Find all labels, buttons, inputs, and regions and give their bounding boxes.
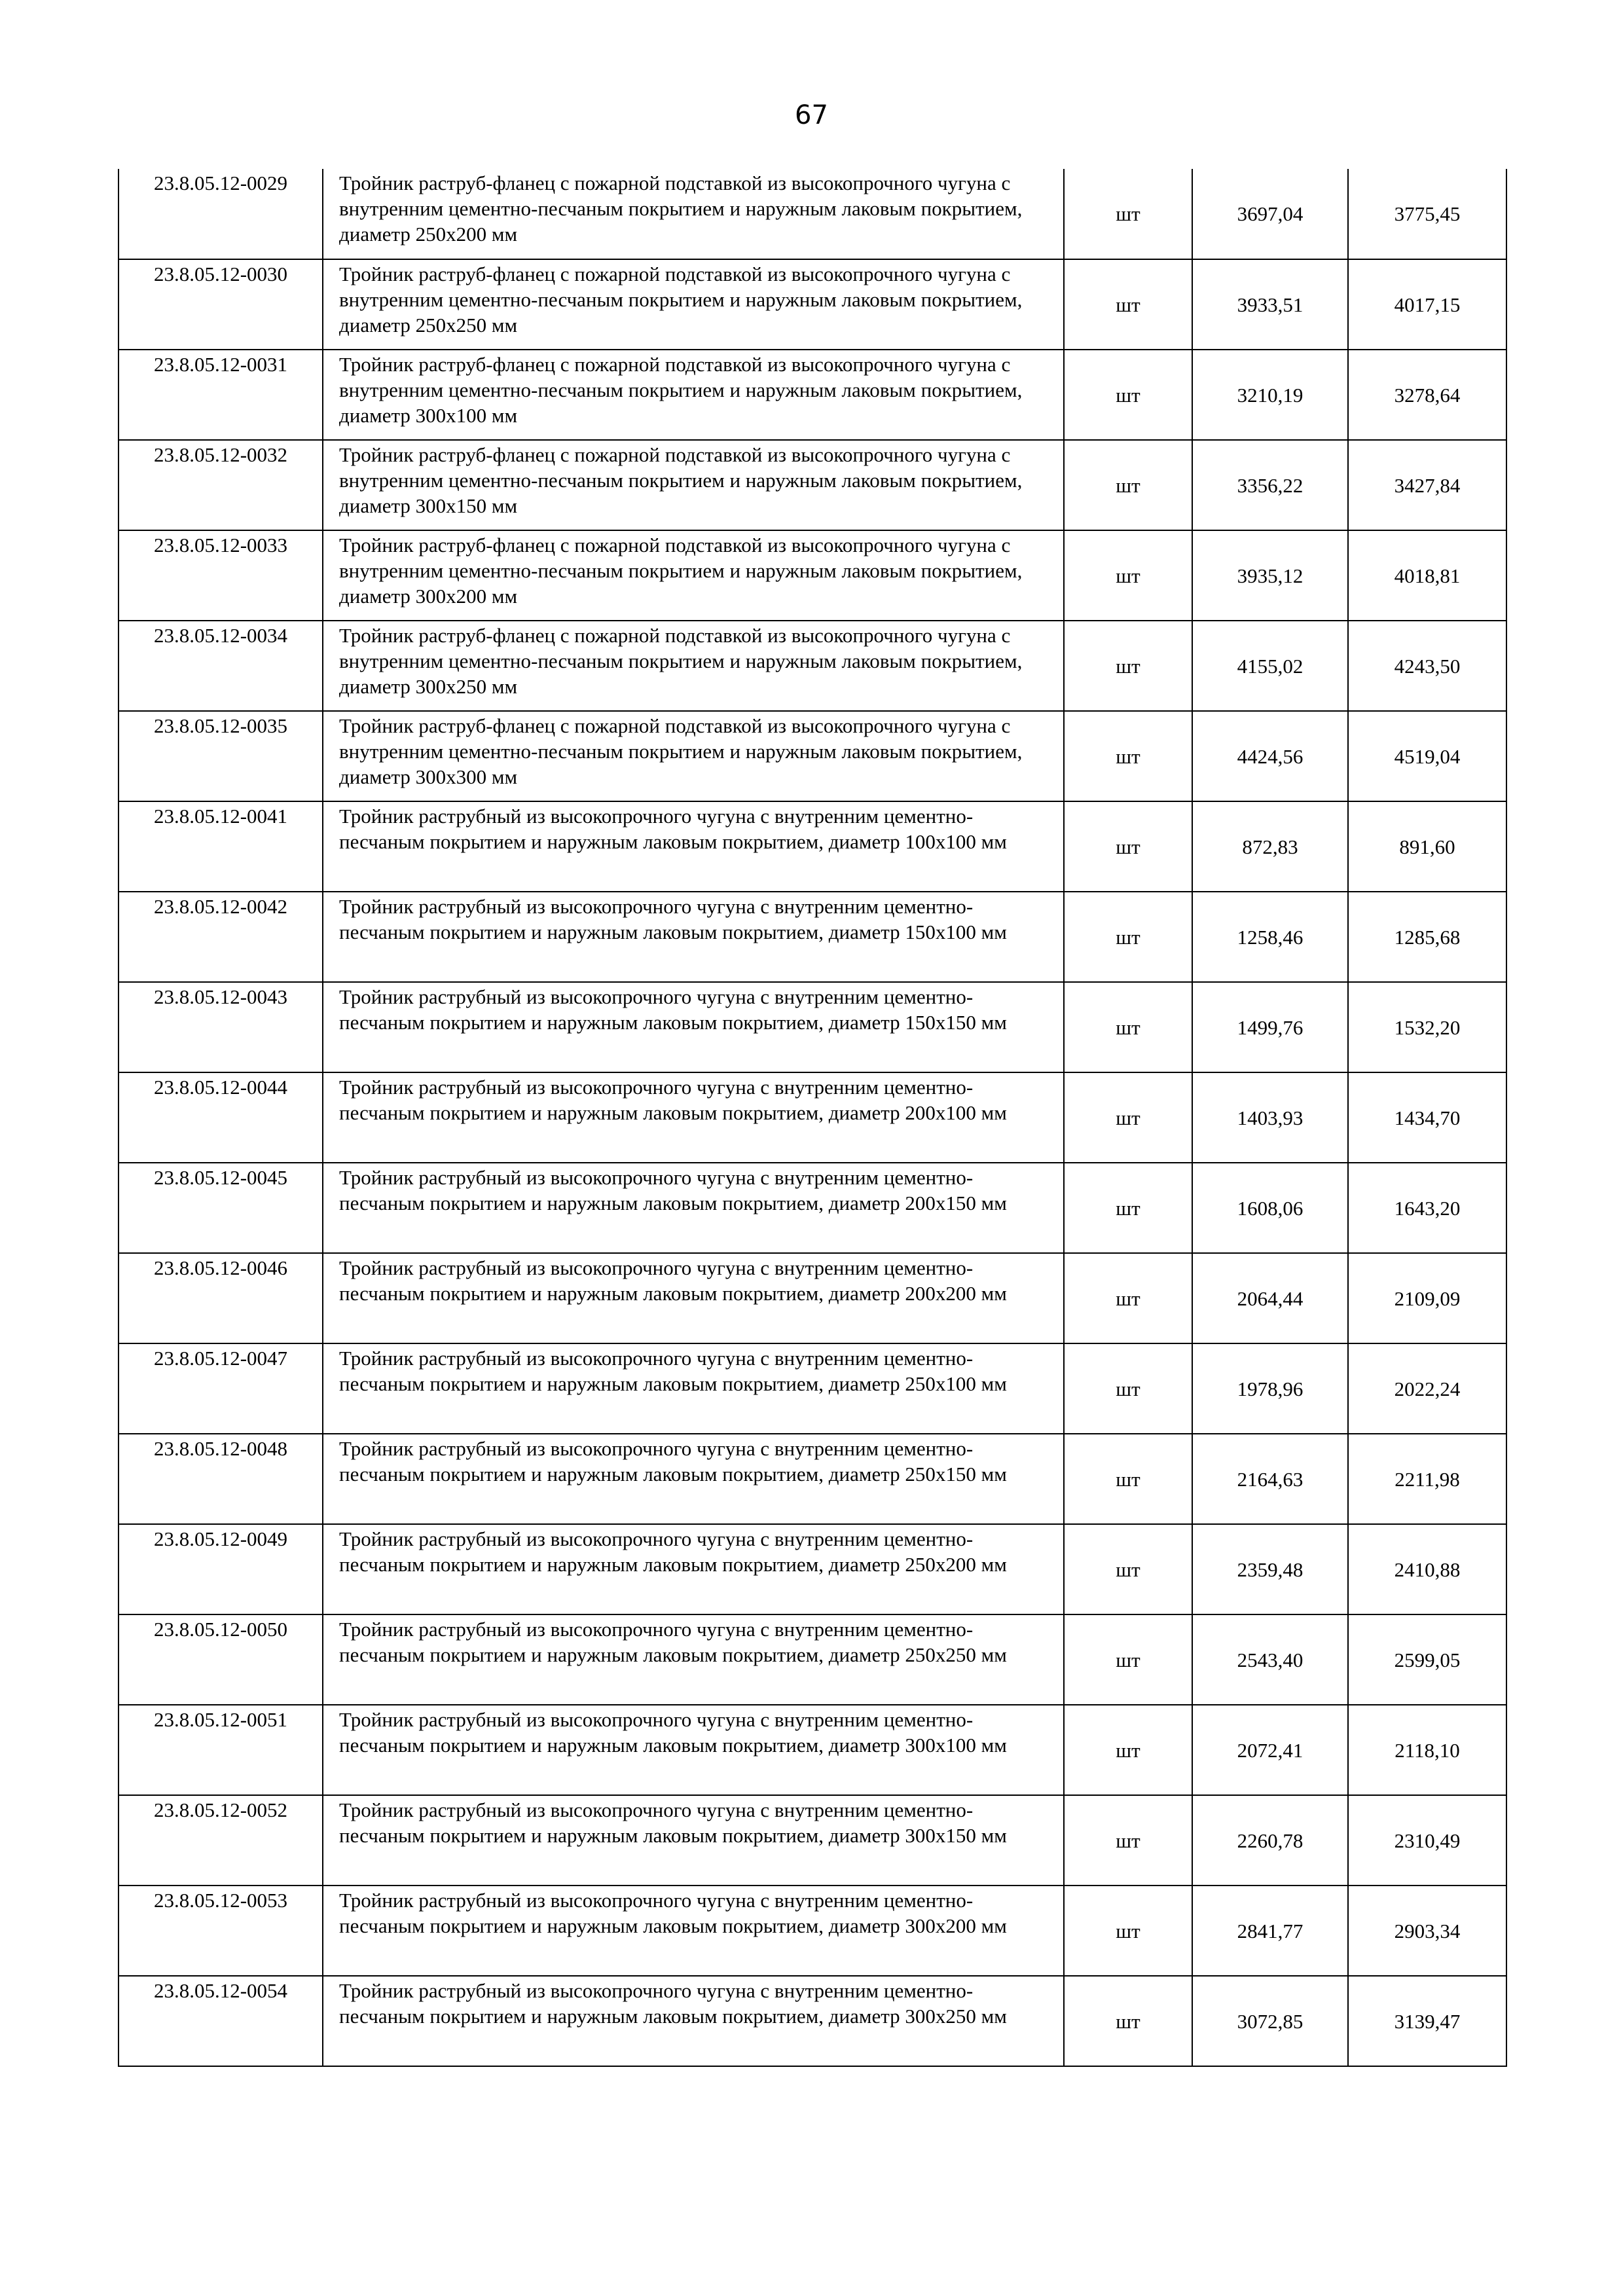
price-cell-1: 1403,93: [1192, 1072, 1348, 1163]
price-cell-2: 1434,70: [1348, 1072, 1506, 1163]
price-cell-2: 1532,20: [1348, 982, 1506, 1072]
price-cell-2: 2109,09: [1348, 1253, 1506, 1343]
item-description-cell: Тройник раструбный из высокопрочного чугуна с внутренним цементно-песчаным покрытием и наружным лаковым покрытием, диаметр 150х150 мм: [323, 982, 1064, 1072]
price-cell-1: 3933,51: [1192, 259, 1348, 350]
price-cell-2: 3139,47: [1348, 1976, 1506, 2066]
unit-cell: шт: [1064, 801, 1192, 892]
price-cell-2: 1285,68: [1348, 892, 1506, 982]
unit-cell: шт: [1064, 711, 1192, 801]
item-description-cell: Тройник раструб-фланец с пожарной подставкой из высокопрочного чугуна с внутренним цементно-песчаным покрытием и наружным лаковым покрытием, диаметр 250х250 мм: [323, 259, 1064, 350]
price-cell-1: 3072,85: [1192, 1976, 1348, 2066]
table-row: [119, 169, 1506, 259]
price-cell-1: 1499,76: [1192, 982, 1348, 1072]
table-row: [119, 259, 1506, 350]
unit-cell: шт: [1064, 1886, 1192, 1976]
price-cell-1: 872,83: [1192, 801, 1348, 892]
table-row: [119, 1524, 1506, 1614]
item-description-cell: Тройник раструбный из высокопрочного чугуна с внутренним цементно-песчаным покрытием и наружным лаковым покрытием, диаметр 300х100 мм: [323, 1705, 1064, 1795]
item-code-cell: 23.8.05.12-0035: [119, 711, 323, 801]
item-code-cell: 23.8.05.12-0047: [119, 1343, 323, 1434]
item-description-cell: Тройник раструбный из высокопрочного чугуна с внутренним цементно-песчаным покрытием и наружным лаковым покрытием, диаметр 200х100 мм: [323, 1072, 1064, 1163]
item-description-cell: Тройник раструб-фланец с пожарной подставкой из высокопрочного чугуна с внутренним цементно-песчаным покрытием и наружным лаковым покрытием, диаметр 300х250 мм: [323, 621, 1064, 711]
item-code-cell: 23.8.05.12-0044: [119, 1072, 323, 1163]
unit-cell: шт: [1064, 621, 1192, 711]
unit-cell: шт: [1064, 440, 1192, 530]
price-cell-2: 2118,10: [1348, 1705, 1506, 1795]
table-row: [119, 1705, 1506, 1795]
price-cell-1: 2543,40: [1192, 1614, 1348, 1705]
item-code-cell: 23.8.05.12-0048: [119, 1434, 323, 1524]
price-cell-2: 2022,24: [1348, 1343, 1506, 1434]
price-cell-2: 2410,88: [1348, 1524, 1506, 1614]
item-code-cell: 23.8.05.12-0052: [119, 1795, 323, 1886]
item-description-cell: Тройник раструбный из высокопрочного чугуна с внутренним цементно-песчаным покрытием и наружным лаковым покрытием, диаметр 250х100 мм: [323, 1343, 1064, 1434]
item-code-cell: 23.8.05.12-0043: [119, 982, 323, 1072]
unit-cell: шт: [1064, 350, 1192, 440]
table-row: [119, 1614, 1506, 1705]
page-number: 67: [795, 100, 828, 130]
item-description-cell: Тройник раструб-фланец с пожарной подставкой из высокопрочного чугуна с внутренним цементно-песчаным покрытием и наружным лаковым покрытием, диаметр 300х200 мм: [323, 530, 1064, 621]
price-cell-2: 2310,49: [1348, 1795, 1506, 1886]
item-code-cell: 23.8.05.12-0054: [119, 1976, 323, 2066]
price-cell-1: 3697,04: [1192, 169, 1348, 259]
item-code-cell: 23.8.05.12-0046: [119, 1253, 323, 1343]
price-cell-1: 2841,77: [1192, 1886, 1348, 1976]
price-cell-1: 3210,19: [1192, 350, 1348, 440]
table-row: [119, 1163, 1506, 1253]
table-row: [119, 530, 1506, 621]
price-cell-1: 1978,96: [1192, 1343, 1348, 1434]
price-cell-1: 1608,06: [1192, 1163, 1348, 1253]
item-description-cell: Тройник раструбный из высокопрочного чугуна с внутренним цементно-песчаным покрытием и наружным лаковым покрытием, диаметр 250х150 мм: [323, 1434, 1064, 1524]
price-cell-1: 2072,41: [1192, 1705, 1348, 1795]
item-description-cell: Тройник раструбный из высокопрочного чугуна с внутренним цементно-песчаным покрытием и наружным лаковым покрытием, диаметр 200х150 мм: [323, 1163, 1064, 1253]
table-row: [119, 440, 1506, 530]
price-cell-2: 4018,81: [1348, 530, 1506, 621]
price-cell-2: 3427,84: [1348, 440, 1506, 530]
table-row: [119, 801, 1506, 892]
table-row: [119, 1253, 1506, 1343]
price-cell-1: 2164,63: [1192, 1434, 1348, 1524]
price-cell-1: 2359,48: [1192, 1524, 1348, 1614]
item-description-cell: Тройник раструбный из высокопрочного чугуна с внутренним цементно-песчаным покрытием и наружным лаковым покрытием, диаметр 300х150 мм: [323, 1795, 1064, 1886]
unit-cell: шт: [1064, 892, 1192, 982]
unit-cell: шт: [1064, 1343, 1192, 1434]
item-description-cell: Тройник раструб-фланец с пожарной подставкой из высокопрочного чугуна с внутренним цементно-песчаным покрытием и наружным лаковым покрытием, диаметр 300х300 мм: [323, 711, 1064, 801]
unit-cell: шт: [1064, 1795, 1192, 1886]
table-row: [119, 1886, 1506, 1976]
item-description-cell: Тройник раструбный из высокопрочного чугуна с внутренним цементно-песчаным покрытием и наружным лаковым покрытием, диаметр 300х200 мм: [323, 1886, 1064, 1976]
item-description-cell: Тройник раструбный из высокопрочного чугуна с внутренним цементно-песчаным покрытием и наружным лаковым покрытием, диаметр 250х250 мм: [323, 1614, 1064, 1705]
price-cell-2: 4017,15: [1348, 259, 1506, 350]
table-row: [119, 350, 1506, 440]
item-code-cell: 23.8.05.12-0050: [119, 1614, 323, 1705]
price-cell-2: 3775,45: [1348, 169, 1506, 259]
item-code-cell: 23.8.05.12-0032: [119, 440, 323, 530]
price-cell-1: 4155,02: [1192, 621, 1348, 711]
unit-cell: шт: [1064, 169, 1192, 259]
price-cell-1: 2064,44: [1192, 1253, 1348, 1343]
price-cell-2: 2599,05: [1348, 1614, 1506, 1705]
unit-cell: шт: [1064, 1072, 1192, 1163]
unit-cell: шт: [1064, 1253, 1192, 1343]
unit-cell: шт: [1064, 530, 1192, 621]
item-description-cell: Тройник раструб-фланец с пожарной подставкой из высокопрочного чугуна с внутренним цементно-песчаным покрытием и наружным лаковым покрытием, диаметр 300х150 мм: [323, 440, 1064, 530]
unit-cell: шт: [1064, 1705, 1192, 1795]
unit-cell: шт: [1064, 1163, 1192, 1253]
table-row: [119, 1072, 1506, 1163]
unit-cell: шт: [1064, 1976, 1192, 2066]
price-cell-1: 1258,46: [1192, 892, 1348, 982]
price-table-body: [119, 169, 1506, 2066]
item-code-cell: 23.8.05.12-0033: [119, 530, 323, 621]
item-code-cell: 23.8.05.12-0041: [119, 801, 323, 892]
item-code-cell: 23.8.05.12-0053: [119, 1886, 323, 1976]
item-code-cell: 23.8.05.12-0042: [119, 892, 323, 982]
price-cell-2: 2903,34: [1348, 1886, 1506, 1976]
item-code-cell: 23.8.05.12-0030: [119, 259, 323, 350]
item-code-cell: 23.8.05.12-0045: [119, 1163, 323, 1253]
item-description-cell: Тройник раструбный из высокопрочного чугуна с внутренним цементно-песчаным покрытием и наружным лаковым покрытием, диаметр 150х100 мм: [323, 892, 1064, 982]
price-cell-1: 3935,12: [1192, 530, 1348, 621]
price-cell-2: 3278,64: [1348, 350, 1506, 440]
price-cell-1: 3356,22: [1192, 440, 1348, 530]
item-description-cell: Тройник раструбный из высокопрочного чугуна с внутренним цементно-песчаным покрытием и наружным лаковым покрытием, диаметр 300х250 мм: [323, 1976, 1064, 2066]
item-code-cell: 23.8.05.12-0029: [119, 169, 323, 259]
table-row: [119, 892, 1506, 982]
item-description-cell: Тройник раструбный из высокопрочного чугуна с внутренним цементно-песчаным покрытием и наружным лаковым покрытием, диаметр 200х200 мм: [323, 1253, 1064, 1343]
table-row: [119, 1343, 1506, 1434]
item-description-cell: Тройник раструбный из высокопрочного чугуна с внутренним цементно-песчаным покрытием и наружным лаковым покрытием, диаметр 100х100 мм: [323, 801, 1064, 892]
item-code-cell: 23.8.05.12-0034: [119, 621, 323, 711]
item-description-cell: Тройник раструб-фланец с пожарной подставкой из высокопрочного чугуна с внутренним цементно-песчаным покрытием и наружным лаковым покрытием, диаметр 250х200 мм: [323, 169, 1064, 259]
table-row: [119, 1976, 1506, 2066]
table-row: [119, 711, 1506, 801]
unit-cell: шт: [1064, 1524, 1192, 1614]
table-row: [119, 1795, 1506, 1886]
table-row: [119, 1434, 1506, 1524]
price-cell-2: 891,60: [1348, 801, 1506, 892]
price-table: [118, 169, 1507, 2067]
price-cell-2: 4243,50: [1348, 621, 1506, 711]
item-description-cell: Тройник раструбный из высокопрочного чугуна с внутренним цементно-песчаным покрытием и наружным лаковым покрытием, диаметр 250х200 мм: [323, 1524, 1064, 1614]
unit-cell: шт: [1064, 1614, 1192, 1705]
price-cell-2: 4519,04: [1348, 711, 1506, 801]
unit-cell: шт: [1064, 1434, 1192, 1524]
item-code-cell: 23.8.05.12-0051: [119, 1705, 323, 1795]
price-cell-2: 1643,20: [1348, 1163, 1506, 1253]
price-cell-1: 2260,78: [1192, 1795, 1348, 1886]
price-cell-1: 4424,56: [1192, 711, 1348, 801]
unit-cell: шт: [1064, 259, 1192, 350]
unit-cell: шт: [1064, 982, 1192, 1072]
table-row: [119, 982, 1506, 1072]
item-code-cell: 23.8.05.12-0049: [119, 1524, 323, 1614]
price-cell-2: 2211,98: [1348, 1434, 1506, 1524]
item-code-cell: 23.8.05.12-0031: [119, 350, 323, 440]
item-description-cell: Тройник раструб-фланец с пожарной подставкой из высокопрочного чугуна с внутренним цементно-песчаным покрытием и наружным лаковым покрытием, диаметр 300х100 мм: [323, 350, 1064, 440]
table-row: [119, 621, 1506, 711]
